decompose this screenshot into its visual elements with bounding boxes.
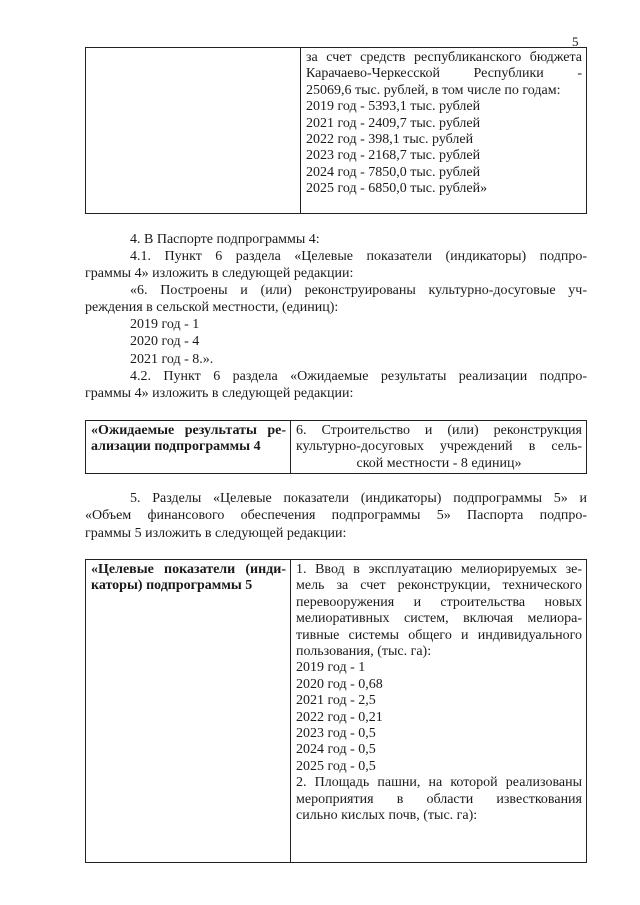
indicator-line: мель за счет реконструкции, технического — [296, 578, 582, 594]
value-line: культурно-досуговых учреждений в сель- — [296, 439, 582, 455]
expected-results-label — [86, 421, 291, 474]
section-5-line: 5. Разделы «Целевые показатели (индикаторы) подпрограммы 5» и — [130, 491, 587, 506]
section-5-line: граммы 5 изложить в следующей редакции: — [85, 525, 347, 541]
expected-results-value — [291, 421, 587, 474]
indicator-line: мероприятия в области известкования — [296, 791, 582, 807]
item-6-line: реждения в сельской местности, (единиц): — [85, 299, 339, 315]
target-year-2019: 2019 год - 1 — [130, 317, 200, 333]
clause-4-2-line: граммы 4» изложить в следующей редакции: — [85, 385, 354, 401]
clause-4-1-line: граммы 4» изложить в следующей редакции: — [85, 265, 354, 281]
empty-left-cell — [86, 48, 301, 214]
clause-4-1-line: 4.1. Пункт 6 раздела «Целевые показатели (индикаторы) подпро- — [130, 249, 587, 265]
section-4 — [85, 232, 587, 402]
page-number: 5 — [572, 34, 579, 49]
indicator-line: 2. Площадь пашни, на которой реализованы — [296, 775, 582, 791]
funding-table-continuation — [85, 47, 587, 214]
indicator-year-2020: 2020 год - 0,68 — [296, 676, 383, 692]
indicator-year-2023: 2023 год - 0,5 — [296, 726, 376, 742]
section-5-line: «Объем финансового обеспечения подпрограммы 5» Паспорта подпро- — [85, 508, 587, 524]
target-year-2021: 2021 год - 8.». — [130, 351, 214, 367]
indicator-year-2022: 2022 год - 0,21 — [296, 709, 383, 725]
section-4-heading: 4. В Паспорте подпрограммы 4: — [130, 232, 320, 247]
target-indicators-value — [291, 560, 587, 863]
funding-year-2022: 2022 год - 398,1 тыс. рублей — [306, 132, 474, 148]
indicator-line: мелиоративных систем, включая мелиора- — [296, 611, 582, 627]
indicator-line: пользования, (тыс. га): — [296, 644, 432, 660]
indicator-line: тивные системы общего и индивидуального — [296, 627, 582, 643]
funding-line: 25069,6 тыс. рублей, в том числе по годам: — [306, 82, 561, 98]
indicator-year-2024: 2024 год - 0,5 — [296, 742, 376, 758]
target-indicators-label — [86, 560, 291, 863]
funding-year-2021: 2021 год - 2409,7 тыс. рублей — [306, 115, 481, 131]
target-year-2020: 2020 год - 4 — [130, 334, 200, 350]
indicator-year-2021: 2021 год - 2,5 — [296, 693, 376, 709]
clause-4-2-line: 4.2. Пункт 6 раздела «Ожидаемые результаты реализации подпро- — [130, 369, 587, 385]
funding-year-2024: 2024 год - 7850,0 тыс. рублей — [306, 164, 481, 180]
value-line: 6. Строительство и (или) реконструкция — [296, 423, 582, 438]
label-line: каторы) подпрограммы 5 — [91, 578, 253, 594]
target-indicators-table — [85, 559, 587, 863]
indicator-line: 1. Ввод в эксплуатацию мелиорируемых зе- — [296, 562, 582, 577]
funding-year-2025: 2025 год - 6850,0 тыс. рублей» — [306, 181, 488, 197]
funding-year-2023: 2023 год - 2168,7 тыс. рублей — [306, 148, 481, 164]
section-5 — [85, 491, 587, 542]
label-line: «Ожидаемые результаты ре- — [91, 423, 286, 438]
expected-results-table — [85, 420, 587, 474]
item-6-line: «6. Построены и (или) реконструированы культурно-досуговые уч- — [130, 283, 587, 299]
funding-year-2019: 2019 год - 5393,1 тыс. рублей — [306, 99, 481, 115]
funding-cell — [301, 48, 587, 214]
label-line: «Целевые показатели (инди- — [91, 562, 286, 577]
value-line: ской местности - 8 единиц» — [356, 455, 522, 471]
label-line: ализации подпрограммы 4 — [91, 439, 261, 455]
indicator-year-2025: 2025 год - 0,5 — [296, 758, 376, 774]
indicator-line: сильно кислых почв, (тыс. га): — [296, 808, 478, 824]
funding-line: за счет средств республиканского бюджета — [306, 50, 582, 65]
indicator-line: перевооружения и строительства новых — [296, 594, 582, 610]
indicator-year-2019: 2019 год - 1 — [296, 660, 366, 676]
funding-line: Карачаево-Черкесской Республики - — [306, 66, 582, 82]
